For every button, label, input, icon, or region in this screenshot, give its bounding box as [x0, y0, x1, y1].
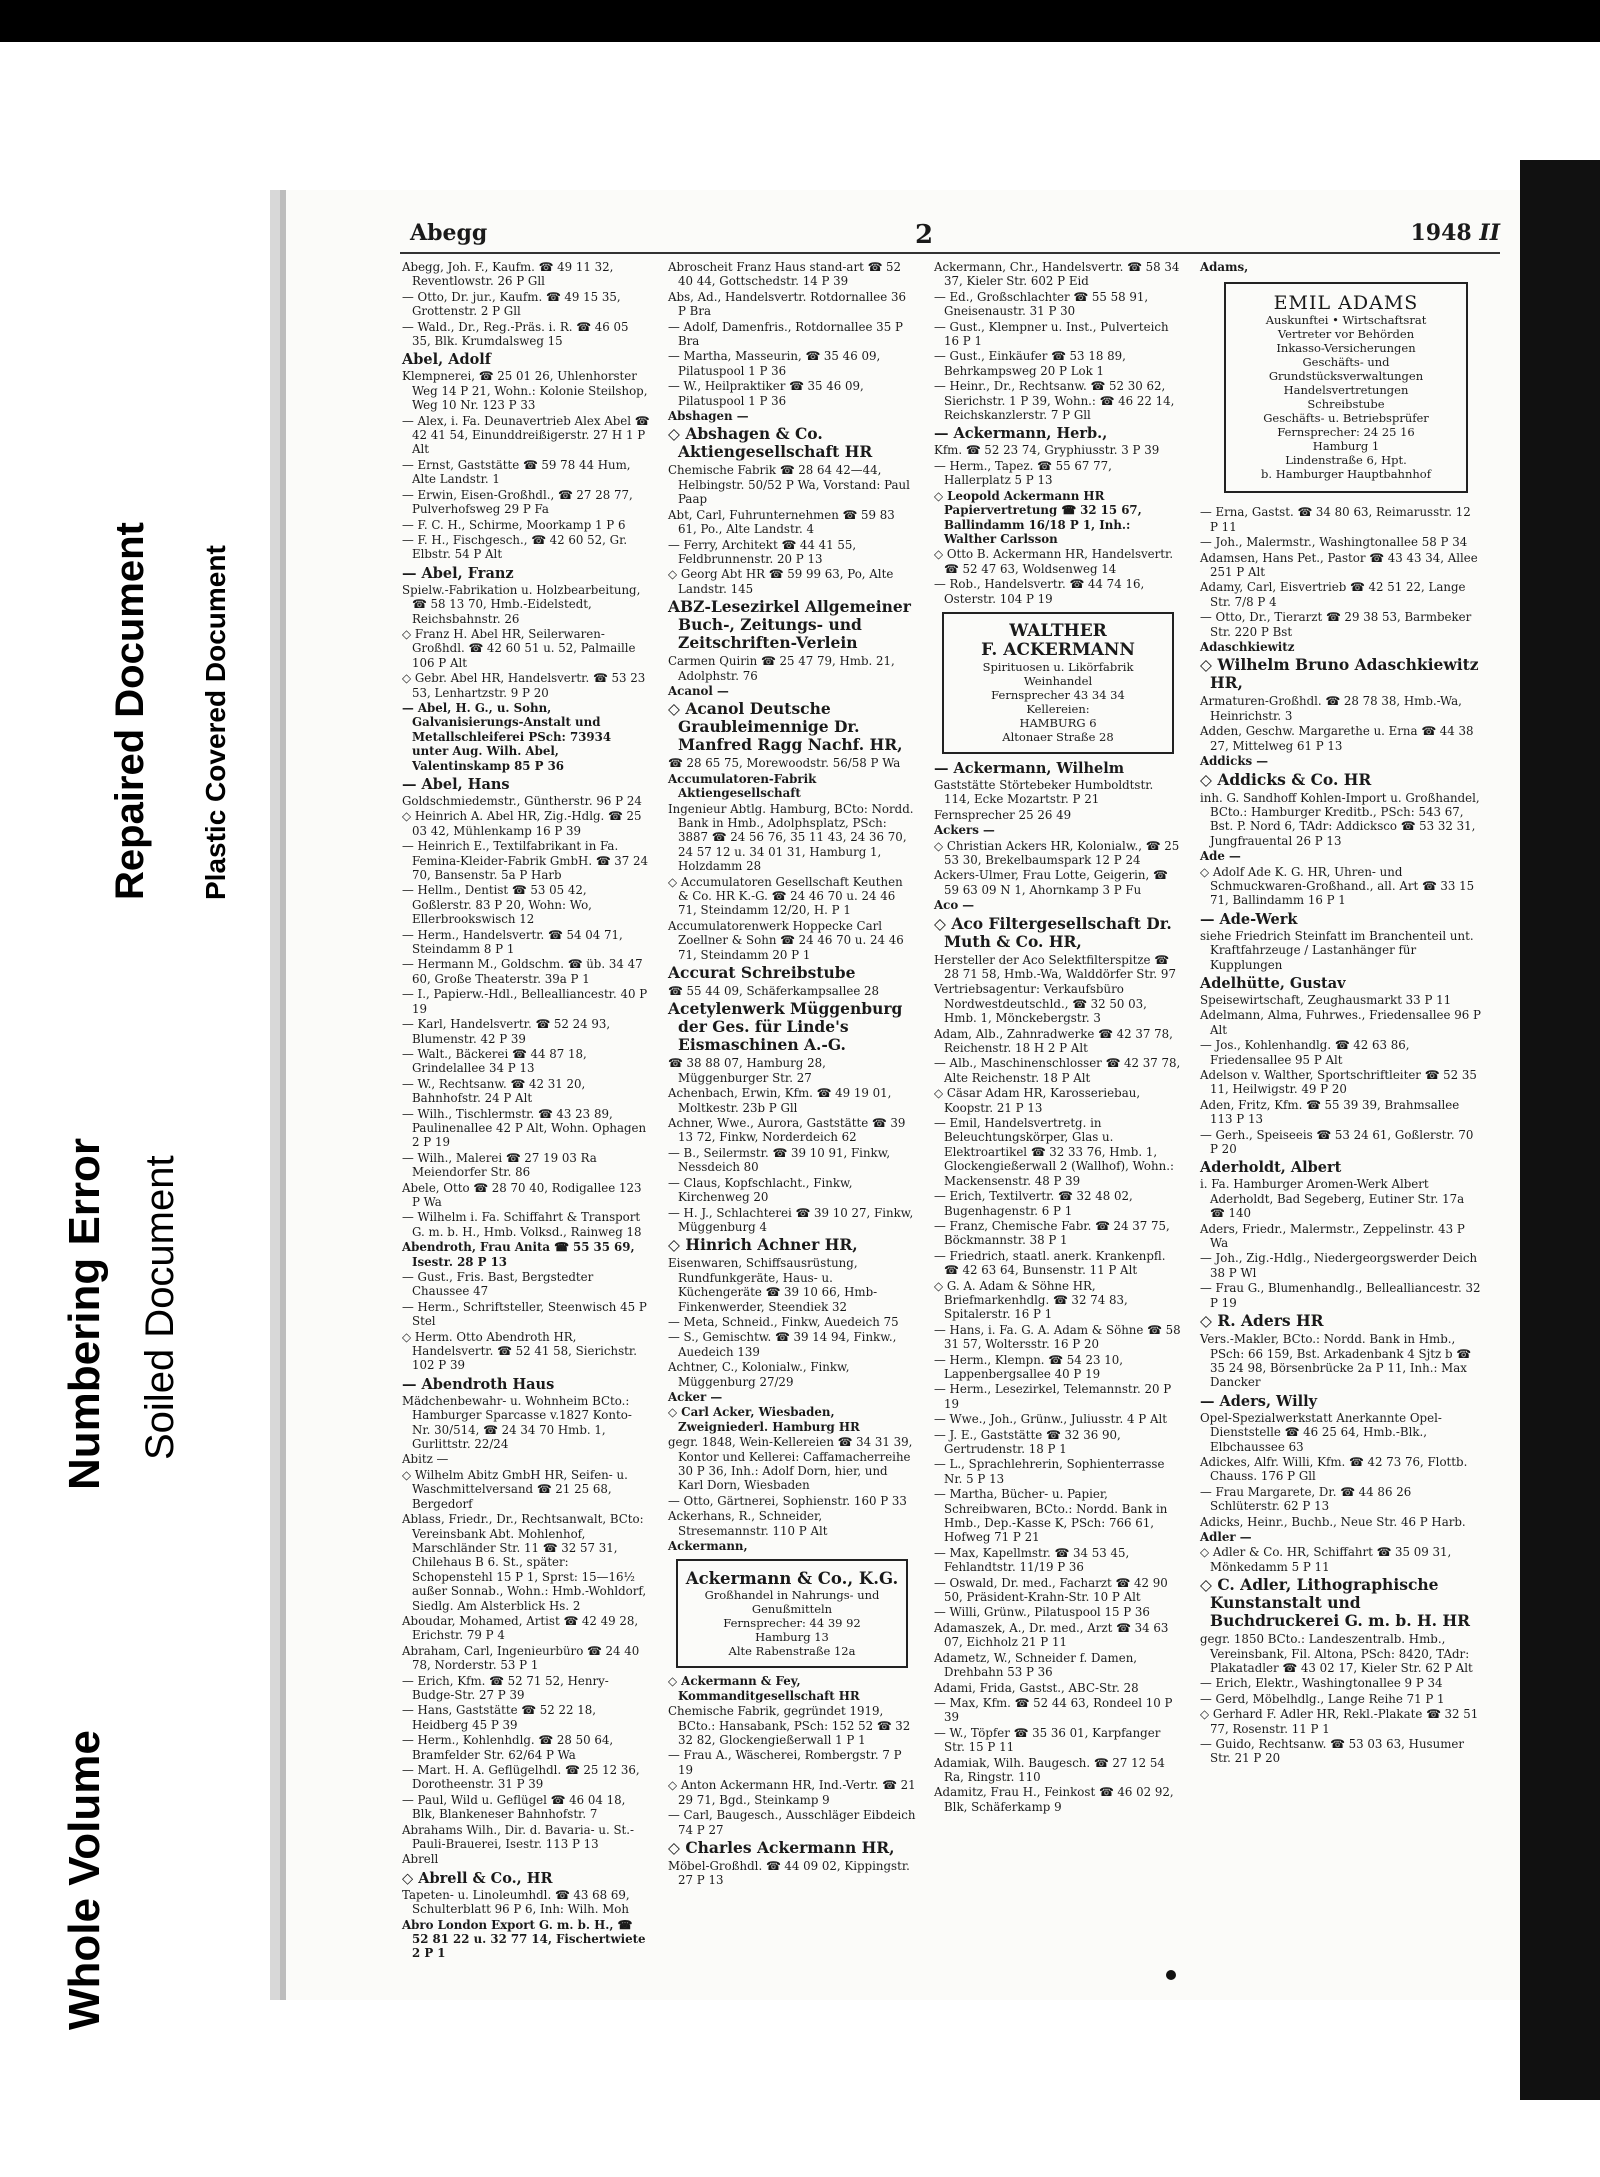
directory-entry: ◇ Wilhelm Bruno Adaschkiewitz HR,	[1200, 655, 1479, 693]
directory-entry: ◇ Hinrich Achner HR,	[668, 1235, 858, 1255]
directory-entry: ◇ Franz H. Abel HR, Seilerwaren-Großhdl. ☎ 42 60 51 u. 52, Palmaille 106 P Alt	[402, 626, 636, 670]
directory-entry: siehe Friedrich Steinfatt im Branchenteil unt. Kraftfahrzeuge / Lastanhänger für Kupplungen	[1200, 928, 1474, 972]
directory-entry: — Hans, i. Fa. G. A. Adam & Söhne ☎ 58 31 57, Woltersstr. 16 P 20	[934, 1322, 1181, 1352]
directory-entry: — Otto, Gärtnerei, Sophienstr. 160 P 33	[668, 1493, 907, 1508]
header-rule	[400, 252, 1500, 254]
directory-entry: Aderholdt, Albert	[1200, 1159, 1342, 1177]
directory-entry: ◇ Anton Ackermann HR, Ind.-Vertr. ☎ 21 29 71, Bgd., Steinkamp 9	[668, 1778, 916, 1807]
directory-entry: — Carl, Baugesch., Ausschläger Eibdeich 74 P 27	[668, 1808, 916, 1837]
label-whole-volume: Whole Volume	[60, 1730, 109, 2030]
directory-entry: Aders, Friedr., Malermstr., Zeppelinstr. 43 P Wa	[1200, 1221, 1465, 1251]
advert-title: Ackermann & Co., K.G.	[685, 1569, 899, 1589]
directory-entry: — Abel, H. G., u. Sohn, Galvanisierungs-Anstalt und Metallschleiferei PSch: 73934 unter Aug. Wilh. Abel, Valentinskamp 85 P 36	[402, 700, 612, 773]
directory-entry: ABZ-Lesezirkel Allgemeiner Buch-, Zeitungs- und Zeitschriften-Verlein	[668, 597, 911, 653]
directory-entry: Hersteller der Aco Selektfilterspitze ☎ 28 71 58, Hmb.-Wa, Walddörfer Str. 97	[934, 952, 1176, 981]
advert-line: Geschäfts- u. Betriebsprüfer	[1263, 411, 1429, 426]
directory-entry: ◇ Gebr. Abel HR, Handelsvertr. ☎ 53 23 53, Lenhartzstr. 9 P 20	[402, 671, 646, 700]
directory-entry: — Abendroth Haus	[402, 1375, 555, 1393]
advert-line: Grundstücksverwaltungen	[1268, 369, 1424, 384]
directory-entry: Adickes, Alfr. Willi, Kfm. ☎ 42 73 76, Flottb. Chauss. 176 P Gll	[1200, 1454, 1468, 1484]
directory-entry: Adaschkiewitz	[1200, 640, 1295, 655]
advert-line: Vertreter vor Behörden	[1277, 327, 1415, 342]
directory-entry: Gaststätte Störtebeker Humboldtstr. 114, Ecke Mozartstr. P 21	[934, 777, 1154, 807]
directory-entry: ◇ Heinrich A. Abel HR, Zig.-Hdlg. ☎ 25 03 42, Mühlenkamp 16 P 39	[402, 809, 642, 838]
directory-entry: — Meta, Schneid., Finkw, Auedeich 75	[668, 1314, 899, 1329]
directory-entry: ◇ Otto B. Ackermann HR, Handelsvertr. ☎ 52 47 63, Woldsenweg 14	[934, 547, 1174, 576]
directory-entry: ◇ Charles Ackermann HR,	[668, 1837, 895, 1857]
directory-entry: gegr. 1848, Wein-Kellereien ☎ 34 31 39, Kontor und Kellerei: Caffamacherreihe 30 P 36, Inh.: Adolf Dorn, hier, und Karl Dorn, Wiesbaden	[668, 1435, 913, 1493]
advert-line: Kellereien:	[1026, 701, 1090, 716]
column-4	[1200, 260, 1482, 1767]
advert-line: b. Hamburger Hauptbahnhof	[1261, 467, 1431, 482]
directory-entry: Adams,	[1200, 260, 1249, 274]
directory-entry: Abroscheit Franz Haus stand-art ☎ 52 40 44, Gottschedstr. 14 P 39	[668, 260, 902, 289]
directory-entry: — I., Papierw.-Hdl., Bellealliancestr. 40 P 19	[402, 987, 648, 1016]
directory-entry: — Ferry, Architekt ☎ 44 41 55, Feldbrunnenstr. 20 P 13	[668, 537, 857, 566]
directory-entry: Adelmann, Alma, Fuhrwes., Friedensallee 96 P Alt	[1200, 1008, 1481, 1037]
directory-entry: — Herm., Schriftsteller, Steenwisch 45 P Stel	[402, 1299, 647, 1329]
directory-entry: — Alex, i. Fa. Deunavertrieb Alex Abel ☎ 42 41 54, Einunddreißigerstr. 27 H 1 P Alt	[402, 413, 650, 457]
header-keyword: Abegg	[410, 220, 488, 246]
directory-entry: — Mart. H. A. Geflügelhdl. ☎ 25 12 36, Dorotheenstr. 31 P 39	[402, 1763, 640, 1792]
directory-entry: — Jos., Kohlenhandlg. ☎ 42 63 86, Friedensallee 95 P Alt	[1200, 1038, 1410, 1067]
directory-entry: Ackers-Ulmer, Frau Lotte, Geigerin, ☎ 59 63 09 N 1, Ahornkamp 3 P Fu	[934, 868, 1168, 897]
column-1	[402, 260, 650, 1962]
directory-entry: — Wilh., Malerei ☎ 27 19 03 Ra Meiendorfer Str. 86	[402, 1150, 597, 1180]
advert-walther-ackermann	[942, 612, 1174, 754]
directory-entry: — L., Sprachlehrerin, Sophienterrasse Nr. 5 P 13	[934, 1457, 1165, 1486]
directory-entry: — Otto, Dr. jur., Kaufm. ☎ 49 15 35, Grottenstr. 2 P Gll	[402, 289, 621, 319]
directory-entry: ◇ Herm. Otto Abendroth HR, Handelsvertr. ☎ 52 41 58, Sierichstr. 102 P 39	[402, 1329, 637, 1373]
label-plastic-covered-document: Plastic Covered Document	[200, 545, 231, 900]
advert-emil-adams	[1224, 282, 1468, 493]
directory-entry: Acetylenwerk Müggenburg der Ges. für Linde's Eismaschinen A.-G.	[668, 999, 903, 1055]
directory-entry: Abs, Ad., Handelsvertr. Rotdornallee 36 P Bra	[668, 289, 907, 319]
directory-entry: — Rob., Handelsvertr. ☎ 44 74 16, Osterstr. 104 P 19	[934, 577, 1145, 606]
directory-entry: — Ed., Großschlachter ☎ 55 58 91, Gneisenaustr. 31 P 30	[934, 289, 1149, 319]
directory-entry: Fernsprecher 25 26 49	[934, 807, 1072, 822]
directory-entry: — Herm., Handelsvertr. ☎ 54 04 71, Steindamm 8 P 1	[402, 927, 623, 957]
directory-entry: — Claus, Kopfschlacht., Finkw, Kirchenweg 20	[668, 1175, 853, 1205]
directory-entry: Ackermann, Chr., Handelsvertr. ☎ 58 34 37, Kieler Str. 602 P Eid	[934, 260, 1180, 289]
directory-entry: — Joh., Zig.-Hdlg., Niedergeorgswerder Deich 38 P Wl	[1200, 1251, 1478, 1280]
directory-entry: Ingenieur Abtlg. Hamburg, BCto: Nordd. Bank in Hmb., Adolphsplatz, PSch: 3887 ☎ 24 56 76, 35 11 43, 24 36 70, 24 57 12 u. 34 01 31, Hamburg 1, Holzdamm 28	[668, 801, 914, 874]
directory-entry: Speisewirtschaft, Zeughausmarkt 33 P 11	[1200, 992, 1452, 1007]
directory-entry: Ablass, Friedr., Dr., Rechtsanwalt, BCto: Vereinsbank Abt. Mohlenhof, Marschländer Str. 11 ☎ 32 57 31, Chilehaus B 6. St., später: Schopenstehl 15 P 1, Sprst: 15—16½ außer Sonnab., Wohn.: Hmb.-Wohldorf, Siedlg. Am Alsterblick Hs. 2	[402, 1512, 647, 1613]
directory-entry: Kfm. ☎ 52 23 74, Gryphiusstr. 3 P 39	[934, 443, 1160, 458]
page-number: 2	[915, 220, 934, 250]
directory-entry: ☎ 38 88 07, Hamburg 28, Müggenburger Str. 27	[668, 1056, 826, 1085]
directory-entry: — Hellm., Dentist ☎ 53 05 42, Goßlerstr. 83 P 20, Wohn: Wo, Ellerbrookswisch 12	[402, 883, 592, 927]
directory-entry: Adam, Alb., Zahnradwerke ☎ 42 37 78, Reichenstr. 18 H 2 P Alt	[934, 1026, 1173, 1056]
directory-entry: Adami, Frida, Gastst., ABC-Str. 28	[934, 1680, 1139, 1695]
advert-line: Schreibstube	[1307, 397, 1385, 412]
directory-entry: — Herm., Klempn. ☎ 54 23 10, Lappenbergsallee 40 P 19	[934, 1352, 1124, 1381]
directory-entry: Adicks, Heinr., Buchb., Neue Str. 46 P Harb.	[1200, 1514, 1466, 1529]
directory-entry: — Erna, Gastst. ☎ 34 80 63, Reimarusstr. 12 P 11	[1200, 505, 1471, 534]
advert-line: Spirituosen u. Likörfabrik	[982, 659, 1134, 674]
directory-entry: — Wilhelm i. Fa. Schiffahrt & Transport G. m. b. H., Hmb. Volksd., Rainweg 18	[402, 1210, 642, 1239]
directory-entry: Abel, Adolf	[402, 351, 492, 369]
directory-entry: Accumulatoren-Fabrik Aktiengesellschaft	[668, 771, 817, 801]
directory-entry: — W., Rechtsanw. ☎ 42 31 20, Bahnhofstr. 24 P Alt	[402, 1076, 586, 1106]
directory-entry: — Oswald, Dr. med., Facharzt ☎ 42 90 50, Präsident-Krahn-Str. 10 P Alt	[934, 1575, 1168, 1605]
directory-entry: — Erich, Elektr., Washingtonallee 9 P 34	[1200, 1676, 1443, 1691]
directory-entry: Goldschmiedemstr., Güntherstr. 96 P 24	[402, 794, 642, 808]
column-2-entries	[668, 260, 916, 1888]
directory-entry: — Wwe., Joh., Grünw., Juliusstr. 4 P Alt	[934, 1412, 1168, 1427]
directory-entry: — Ackermann, Herb.,	[934, 425, 1108, 443]
directory-entry: Acker —	[668, 1389, 723, 1404]
directory-entry: Mädchenbewahr- u. Wohnheim BCto.: Hamburger Sparcasse v.1827 Konto-Nr. 30/514, ☎ 24 34 70 Hmb. 1, Gurlittstr. 22/24	[402, 1393, 632, 1452]
directory-entry: Abshagen —	[668, 409, 749, 424]
directory-entry: Adamy, Carl, Eisvertrieb ☎ 42 51 22, Lange Str. 7/8 P 4	[1200, 580, 1466, 609]
directory-entry: — Gerh., Speiseeis ☎ 53 24 61, Goßlerstr. 70 P 20	[1200, 1127, 1474, 1157]
advert-line: Auskunftei • Wirtschaftsrat	[1265, 313, 1427, 328]
advert-title: F. ACKERMANN	[981, 639, 1135, 660]
advert-line: Großhandel in Nahrungs- und Genußmitteln	[704, 1588, 880, 1617]
directory-entry: Opel-Spezialwerkstatt Anerkannte Opel-Dienststelle ☎ 46 25 64, Hmb.-Blk., Elbchaussee 63	[1200, 1410, 1442, 1454]
directory-entry: — Ackermann, Wilhelm	[934, 759, 1125, 777]
label-numbering-error: Numbering Error	[60, 1137, 109, 1490]
directory-entry: Adden, Geschw. Margarethe u. Erna ☎ 44 38 27, Mittelweg 61 P 13	[1200, 724, 1474, 753]
directory-entry: — Erwin, Eisen-Großhdl., ☎ 27 28 77, Pulverhofsweg 29 P Fa	[402, 487, 633, 517]
directory-entry: Abendroth, Frau Anita ☎ 55 35 69, Isestr. 28 P 13	[402, 1240, 635, 1269]
column-3-entries	[934, 260, 1182, 606]
directory-entry: — Abel, Hans	[402, 776, 510, 793]
directory-entry: — Hermann M., Goldschm. ☎ üb. 34 47 60, Große Theaterstr. 39a P 1	[402, 957, 643, 986]
directory-entry: ◇ Christian Ackers HR, Kolonialw., ☎ 25 53 30, Brekelbaumspark 12 P 24	[934, 838, 1180, 867]
directory-entry: — Adolf, Damenfris., Rotdornallee 35 P Bra	[668, 319, 903, 349]
directory-entry: ◇ Addicks & Co. HR	[1200, 769, 1372, 789]
scan-border-right	[1520, 160, 1600, 2100]
directory-entry: Tapeten- u. Linoleumhdl. ☎ 43 68 69, Schulterblatt 96 P 6, Inh: Wilh. Moh	[402, 1887, 630, 1917]
directory-entry: Aco —	[934, 898, 975, 913]
advert-line: Fernsprecher 43 34 34	[991, 687, 1125, 702]
directory-entry: — H. J., Schlachterei ☎ 39 10 27, Finkw, Müggenburg 4	[668, 1205, 914, 1234]
advert-ackermann-co-kg	[676, 1559, 908, 1668]
directory-entry: Adamiak, Wilh. Baugesch. ☎ 27 12 54 Ra, Ringstr. 110	[934, 1755, 1165, 1784]
directory-entry: — Alb., Maschinenschlosser ☎ 42 37 78, Alte Reichenstr. 18 P Alt	[934, 1056, 1181, 1085]
directory-entry: Achner, Wwe., Aurora, Gaststätte ☎ 39 13 72, Finkw, Norderdeich 62	[668, 1116, 906, 1145]
directory-entry: — Martha, Masseurin, ☎ 35 46 09, Pilatuspool 1 P 36	[668, 349, 881, 378]
directory-entry: — Frau G., Blumenhandlg., Bellealliancestr. 32 P 19	[1200, 1281, 1481, 1310]
directory-entry: — Erich, Kfm. ☎ 52 71 52, Henry-Budge-Str. 27 P 39	[402, 1673, 609, 1702]
directory-entry: Abrell	[402, 1852, 439, 1867]
advert-line: Hamburg 1	[1312, 439, 1380, 454]
directory-entry: Ackerhans, R., Schneider, Stresemannstr. 110 P Alt	[668, 1509, 828, 1538]
advert-line: Inkasso-Versicherungen	[1276, 341, 1416, 356]
directory-entry: — Gust., Einkäufer ☎ 53 18 89, Behrkampsweg 20 P Lok 1	[934, 349, 1126, 378]
directory-entry: ◇ Acanol Deutsche Graubleimennige Dr. Manfred Ragg Nachf. HR,	[668, 699, 903, 755]
directory-entry: — Emil, Handelsvertretg. in Beleuchtungskörper, Glas u. Elektroartikel ☎ 32 33 76, Hmb. 1, Glockengießerwall 2 (Wallhof), Wohn.: Mackensenstr. 48 P 39	[934, 1116, 1174, 1188]
directory-entry: ◇ Wilhelm Abitz GmbH HR, Seifen- u. Waschmittelversand ☎ 21 25 68, Bergedorf	[402, 1467, 628, 1511]
directory-entry: ◇ Georg Abt HR ☎ 59 99 63, Po, Alte Landstr. 145	[668, 567, 894, 596]
directory-entry: — Hans, Gaststätte ☎ 52 22 18, Heidberg 45 P 39	[402, 1703, 597, 1732]
directory-entry: — Herm., Tapez. ☎ 55 67 77, Hallerplatz 5 P 13	[934, 458, 1112, 488]
directory-entry: ◇ Ackermann & Fey, Kommanditgesellschaft HR	[668, 1674, 860, 1703]
directory-entry: Armaturen-Großhdl. ☎ 28 78 38, Hmb.-Wa, Heinrichstr. 3	[1200, 694, 1462, 723]
directory-entry: — Herm., Kohlenhdlg. ☎ 28 50 64, Bramfelder Str. 62/64 P Wa	[402, 1733, 614, 1762]
directory-entry: ◇ Gerhard F. Adler HR, Rekl.-Plakate ☎ 32 51 77, Rosenstr. 11 P 1	[1200, 1707, 1479, 1736]
directory-entry: Abrahams Wilh., Dir. d. Bavaria- u. St.-Pauli-Brauerei, Isestr. 113 P 13	[402, 1822, 635, 1852]
advert-line: Handelsvertretungen	[1283, 383, 1409, 398]
directory-entry: Abraham, Carl, Ingenieurbüro ☎ 24 40 78, Norderstr. 53 P 1	[402, 1643, 640, 1673]
directory-entry: — W., Heilpraktiker ☎ 35 46 09, Pilatuspool 1 P 36	[668, 379, 864, 408]
directory-entry: ◇ Cäsar Adam HR, Karosseriebau, Koopstr. 21 P 13	[934, 1086, 1141, 1115]
directory-entry: Abitz —	[402, 1452, 449, 1467]
directory-entry: ◇ Adler & Co. HR, Schiffahrt ☎ 35 09 31, Mönkedamm 5 P 11	[1200, 1545, 1452, 1574]
directory-entry: — Herm., Lesezirkel, Telemannstr. 20 P 19	[934, 1382, 1172, 1411]
directory-entry: Aden, Fritz, Kfm. ☎ 55 39 39, Brahmsallee 113 P 13	[1200, 1097, 1460, 1127]
directory-entry: — Max, Kfm. ☎ 52 44 63, Rondeel 10 P 39	[934, 1695, 1173, 1725]
directory-entry: Abegg, Joh. F., Kaufm. ☎ 49 11 32, Reventlowstr. 26 P Gll	[402, 260, 614, 289]
directory-entry: Achenbach, Erwin, Kfm. ☎ 49 19 01, Moltkestr. 23b P Gll	[668, 1086, 892, 1115]
directory-entry: Möbel-Großhdl. ☎ 44 09 02, Kippingstr. 27 P 13	[668, 1858, 910, 1888]
directory-entry: — Wald., Dr., Reg.-Präs. i. R. ☎ 46 05 35, Blk. Krumdalsweg 15	[402, 319, 629, 349]
directory-entry: — Karl, Handelsvertr. ☎ 52 24 93, Blumenstr. 42 P 39	[402, 1017, 611, 1046]
advert-line: Lindenstraße 6, Hpt.	[1285, 453, 1407, 468]
column-4-entries	[1200, 505, 1482, 1765]
advert-line: Geschäfts- und	[1302, 355, 1390, 370]
directory-entry: — Ernst, Gaststätte ☎ 59 78 44 Hum, Alte Landstr. 1	[402, 457, 631, 487]
directory-entry: — Gust., Fris. Bast, Bergstedter Chaussee 47	[402, 1270, 594, 1299]
directory-entry: i. Fa. Hamburger Aromen-Werk Albert Aderholdt, Bad Segeberg, Eutiner Str. 17a ☎ 140	[1200, 1177, 1465, 1221]
directory-entry: — Abel, Franz	[402, 564, 514, 582]
directory-entry: Carmen Quirin ☎ 25 47 79, Hmb. 21, Adolphstr. 76	[668, 654, 895, 683]
directory-entry: — Frau Margarete, Dr. ☎ 44 86 26 Schlüterstr. 62 P 13	[1200, 1484, 1412, 1514]
advert-line: Fernsprecher: 24 25 16	[1277, 425, 1415, 440]
column-4-top	[1200, 260, 1482, 274]
advert-line: Fernsprecher: 44 39 92	[723, 1616, 861, 1631]
directory-entry: — Otto, Dr., Tierarzt ☎ 29 38 53, Barmbeker Str. 220 P Bst	[1200, 610, 1472, 639]
directory-entry: Accumulatorenwerk Hoppecke Carl Zoellner & Sohn ☎ 24 46 70 u. 24 46 71, Steindamm 20 P 1	[668, 918, 904, 962]
directory-entry: Chemische Fabrik, gegründet 1919, BCto.: Hansabank, PSch: 152 52 ☎ 32 32 82, Glockengießerwall 1 P 1	[668, 1704, 911, 1748]
directory-entry: Ade —	[1200, 849, 1241, 864]
directory-entry: Abele, Otto ☎ 28 70 40, Rodigallee 123 P Wa	[402, 1180, 642, 1209]
label-soiled-document: Soiled Document	[138, 1155, 182, 1460]
page-header	[410, 220, 1500, 252]
directory-entry: — Friedrich, staatl. anerk. Krankenpfl. ☎ 42 63 64, Bunsenstr. 11 P Alt	[934, 1248, 1166, 1278]
directory-entry: — Joh., Malermstr., Washingtonallee 58 P 34	[1200, 535, 1468, 550]
directory-entry: Accurat Schreibstube	[668, 963, 856, 983]
directory-entry: — Gust., Klempner u. Inst., Pulverteich 16 P 1	[934, 319, 1169, 349]
directory-entry: ◇ Abrell & Co., HR	[402, 1869, 553, 1887]
directory-entry: ◇ G. A. Adam & Söhne HR, Briefmarkenhdlg. ☎ 32 74 83, Spitalerstr. 16 P 1	[934, 1278, 1128, 1322]
directory-entry: — F. H., Fischgesch., ☎ 42 60 52, Gr. Elbstr. 54 P Alt	[402, 532, 628, 562]
header-year: 1948 II	[1410, 220, 1500, 246]
column-3	[934, 260, 1182, 1815]
directory-entry: gegr. 1850 BCto.: Landeszentralb. Hmb., Vereinsbank, Fil. Altona, PSch: 8420, TAdr: Plakatadler ☎ 43 02 17, Kieler Str. 62 P Alt	[1200, 1632, 1473, 1675]
advert-lines	[950, 660, 1166, 744]
directory-entry: — Walt., Bäckerei ☎ 44 87 18, Grindelallee 34 P 13	[402, 1046, 587, 1076]
advert-title: WALTHER	[1009, 620, 1107, 641]
directory-entry: inh. G. Sandhoff Kohlen-Import u. Großhandel, BCto.: Hamburger Kreditb., PSch: 543 67, Bst. P. Nord 6, TAdr: Addicksco ☎ 53 32 31, Jungfrauental 26 P 13	[1200, 790, 1480, 848]
directory-entry: — Ade-Werk	[1200, 910, 1298, 928]
directory-entry: — Heinrich E., Textilfabrikant in Fa. Femina-Kleider-Fabrik GmbH. ☎ 37 24 70, Bansenstr. 5a P Harb	[402, 839, 649, 883]
directory-entry: Adamaszek, A., Dr. med., Arzt ☎ 34 63 07, Eichholz 21 P 11	[934, 1620, 1169, 1650]
scan-border-top	[0, 0, 1600, 42]
directory-entry: — Erich, Textilvertr. ☎ 32 48 02, Bugenhagenstr. 6 P 1	[934, 1189, 1133, 1218]
directory-entry: Acanol —	[668, 683, 729, 698]
directory-entry: — Aders, Willy	[1200, 1392, 1318, 1410]
directory-entry: Abro London Export G. m. b. H., ☎ 52 81 22 u. 32 77 14, Fischertwiete 2 P 1	[402, 1917, 646, 1961]
directory-entry: ◇ Adolf Ade K. G. HR, Uhren- und Schmuckwaren-Großhand., all. Art ☎ 33 15 71, Ballindamm 16 P 1	[1200, 864, 1475, 908]
directory-entry: ◇ Carl Acker, Wiesbaden, Zweigniederl. Hamburg HR	[668, 1405, 860, 1434]
directory-entry: — Max, Kapellmstr. ☎ 34 53 45, Fehlandtstr. 11/19 P 36	[934, 1545, 1130, 1575]
advert-line: Alte Rabenstraße 12a	[728, 1644, 856, 1659]
directory-entry: — Franz, Chemische Fabr. ☎ 24 37 75, Böckmannstr. 38 P 1	[934, 1218, 1170, 1248]
directory-entry: Vers.-Makler, BCto.: Nordd. Bank in Hmb., PSch: 66 159, Bst. Arkadenbank 4 Sjtz b ☎ 35 24 98, Börsenbrücke 2a P 11, Inh.: Max Dancker	[1200, 1332, 1471, 1390]
directory-entry: — J. E., Gaststätte ☎ 32 36 90, Gertrudenstr. 18 P 1	[934, 1427, 1121, 1456]
label-repaired-document: Repaired Document	[108, 522, 152, 900]
directory-entry: — Guido, Rechtsanw. ☎ 53 03 63, Husumer Str. 21 P 20	[1200, 1737, 1465, 1766]
directory-entry: Chemische Fabrik ☎ 28 64 42—44, Helbingstr. 50/52 P Wa, Vorstand: Paul Paap	[668, 463, 910, 507]
directory-entry: ◇ Accumulatoren Gesellschaft Keuthen & Co. HR K.-G. ☎ 24 46 70 u. 24 46 71, Steindamm 12/20, H. P 1	[668, 874, 903, 918]
side-labels	[60, 410, 260, 2030]
directory-entry: Addicks —	[1200, 754, 1269, 769]
directory-entry: Klempnerei, ☎ 25 01 26, Uhlenhorster Weg 14 P 21, Wohn.: Kolonie Steilshop, Weg 10 Nr. 123 P 33	[402, 369, 648, 413]
directory-entry: Abt, Carl, Fuhrunternehmen ☎ 59 83 61, Po., Alte Landstr. 4	[668, 507, 895, 537]
directory-entry: — S., Gemischtw. ☎ 39 14 94, Finkw., Auedeich 139	[668, 1330, 897, 1359]
directory-entry: Adelhütte, Gustav	[1200, 974, 1346, 992]
directory-entry: — F. C. H., Schirme, Moorkamp 1 P 6	[402, 517, 626, 532]
ink-dot	[1166, 1970, 1176, 1980]
directory-entry: Adler —	[1200, 1529, 1252, 1544]
directory-entry: Adamitz, Frau H., Feinkost ☎ 46 02 92, Blk, Schäferkamp 9	[934, 1785, 1174, 1814]
advert-line: Altonaer Straße 28	[1002, 729, 1114, 744]
directory-entry: Adametz, W., Schneider f. Damen, Drehbahn 53 P 36	[934, 1650, 1138, 1680]
directory-entry: — Frau A., Wäscherei, Rombergstr. 7 P 19	[668, 1748, 902, 1777]
column-2	[668, 260, 916, 1889]
directory-entry: Spielw.-Fabrikation u. Holzbearbeitung, ☎ 58 13 70, Hmb.-Eidelstedt, Reichsbahnstr. 26	[402, 582, 641, 626]
directory-entry: Aboudar, Mohamed, Artist ☎ 42 49 28, Erichstr. 79 P 4	[402, 1613, 639, 1643]
advert-title: EMIL ADAMS	[1273, 292, 1419, 315]
directory-entry: ◇ C. Adler, Lithographische Kunstanstalt und Buchdruckerei G. m. b. H. HR	[1200, 1575, 1470, 1631]
directory-entry: Adamsen, Hans Pet., Pastor ☎ 43 43 34, Allee 251 P Alt	[1200, 550, 1478, 580]
directory-entry: ☎ 55 44 09, Schäferkampsallee 28	[668, 984, 880, 999]
directory-entry: ☎ 28 65 75, Morewoodstr. 56/58 P Wa	[668, 756, 901, 771]
directory-entry: ◇ R. Aders HR	[1200, 1311, 1324, 1331]
directory-entry: ◇ Leopold Ackermann HR Papiervertretung ☎ 32 15 67, Ballindamm 16/18 P 1, Inh.: Walther Carlsson	[934, 488, 1142, 546]
directory-entry: — Gerd, Möbelhdlg., Lange Reihe 71 P 1	[1200, 1691, 1445, 1706]
directory-entry: — B., Seilermstr. ☎ 39 10 91, Finkw, Nessdeich 80	[668, 1145, 891, 1175]
directory-page	[270, 190, 1535, 2000]
directory-entry: — Heinr., Dr., Rechtsanw. ☎ 52 30 62, Sierichstr. 1 P 39, Wohn.: ☎ 46 22 14, Reichskanzlerstr. 7 P Gll	[934, 379, 1175, 423]
advert-line: Weinhandel	[1023, 673, 1093, 688]
directory-entry: Adelson v. Walther, Sportschriftleiter ☎ 52 35 11, Heilwigstr. 49 P 20	[1200, 1068, 1477, 1097]
directory-entry: Ackermann,	[668, 1539, 748, 1554]
directory-entry: ◇ Aco Filtergesellschaft Dr. Muth & Co. HR,	[934, 913, 1172, 951]
directory-entry: — Willi, Grünw., Pilatuspool 15 P 36	[934, 1605, 1150, 1620]
directory-entry: — Paul, Wild u. Geflügel ☎ 46 04 18, Blk, Blankeneser Bahnhofstr. 7	[402, 1792, 626, 1822]
directory-entry: — Martha, Bücher- u. Papier, Schreibwaren, BCto.: Nordd. Bank in Hmb., Dep.-Kasse K, PSch: 766 61, Hofweg 71 P 21	[934, 1487, 1168, 1545]
column-3-entries-b	[934, 760, 1182, 1814]
directory-entry: Eisenwaren, Schiffsausrüstung, Rundfunkgeräte, Haus- u. Küchengeräte ☎ 39 10 66, Hmb-Finkenwerder, Steendiek 32	[668, 1256, 878, 1314]
directory-entry: Achtner, C., Kolonialw., Finkw, Müggenburg 27/29	[668, 1360, 850, 1389]
directory-entry: ◇ Abshagen & Co. Aktiengesellschaft HR	[668, 424, 873, 462]
directory-entry: Vertriebsagentur: Verkaufsbüro Nordwestdeutschld., ☎ 32 50 03, Hmb. 1, Mönckebergstr. 3	[934, 982, 1147, 1026]
advert-line: HAMBURG 6	[1019, 715, 1097, 730]
directory-entry: — W., Töpfer ☎ 35 36 01, Karpfanger Str. 15 P 11	[934, 1725, 1161, 1755]
directory-entry: Ackers —	[934, 823, 995, 838]
directory-entry: — Wilh., Tischlermstr. ☎ 43 23 89, Paulinenallee 42 P Alt, Wohn. Ophagen 2 P 19	[402, 1106, 647, 1150]
advert-line: Hamburg 13	[755, 1630, 829, 1645]
advert-lines	[1230, 313, 1462, 481]
